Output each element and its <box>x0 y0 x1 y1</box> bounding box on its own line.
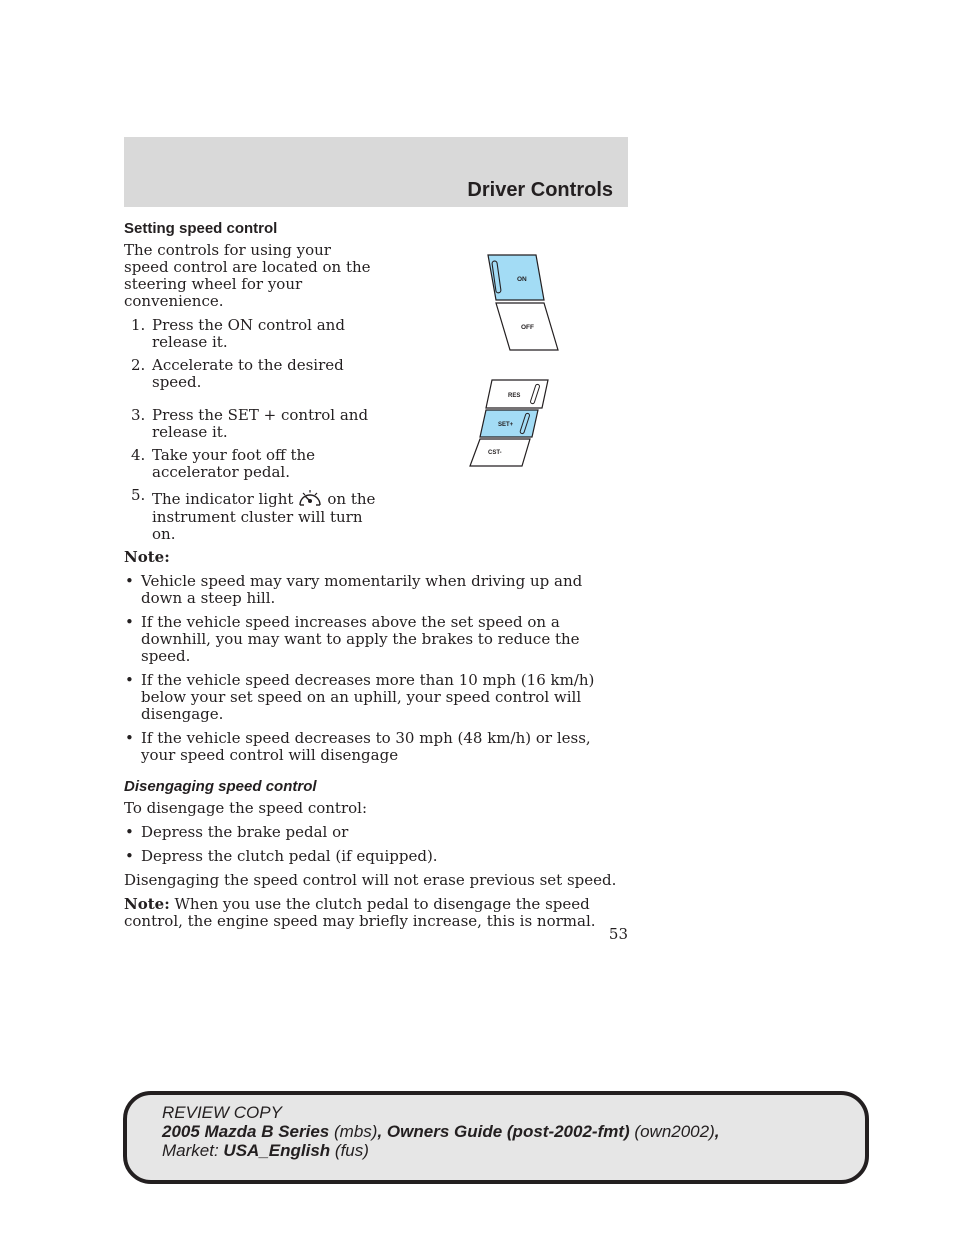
list-item: • Vehicle speed may vary momentarily when driving up and down a steep hill. <box>124 573 628 607</box>
page-number: 53 <box>608 925 628 943</box>
review-copy-footer <box>123 1091 869 1184</box>
list-item: 5. The indicator light on the instrument cluster will turn on. <box>131 486 376 543</box>
note-label: Note: <box>124 548 170 566</box>
disengage-note: Note: When you use the clutch pedal to disengage the speed control, the engine speed may briefly increase, this is normal. <box>124 895 596 930</box>
notes-list <box>124 573 628 764</box>
footer-line2: 2005 Mazda B Series (mbs), Owners Guide (post-2002-fmt) (own2002), <box>162 1122 720 1141</box>
footer-line3: Market: USA_English (fus) <box>162 1141 369 1160</box>
footer-line1: REVIEW COPY <box>162 1103 282 1122</box>
list-item: • If the vehicle speed increases above the set speed on a downhill, you may want to apply the brakes to reduce the speed. <box>124 614 628 665</box>
list-item: • Depress the clutch pedal (if equipped). <box>124 848 628 865</box>
section-heading-setting: Setting speed control <box>124 220 278 237</box>
disengage-intro: To disengage the speed control: <box>124 799 367 817</box>
res-label: RES <box>508 393 521 399</box>
page-title: Driver Controls <box>467 179 613 201</box>
list-item: 3. Press the SET + control and release it. <box>131 406 369 441</box>
list-item: • If the vehicle speed decreases more than 10 mph (16 km/h) below your set speed on an uphill, your speed control will disengage. <box>124 672 628 723</box>
steps-list <box>124 317 384 543</box>
setting-intro: The controls for using your speed control are located on the steering wheel for your convenience. <box>124 241 371 310</box>
header-band <box>124 137 628 207</box>
on-label: ON <box>517 276 527 283</box>
list-item: 4. Take your foot off the accelerator pedal. <box>131 446 316 481</box>
on-off-switch-illustration <box>474 246 574 356</box>
set-label: SET+ <box>498 422 514 428</box>
cst-label: CST- <box>488 450 502 456</box>
list-item: 2. Accelerate to the desired speed. <box>131 356 344 391</box>
list-item: 1. Press the ON control and release it. <box>131 316 345 351</box>
res-set-cst-switch-illustration <box>462 376 552 471</box>
off-label: OFF <box>521 324 534 331</box>
list-item: • If the vehicle speed decreases to 30 mph (48 km/h) or less, your speed control will disengage <box>124 730 628 764</box>
disengage-list <box>124 824 628 865</box>
speed-control-indicator-icon <box>297 487 323 509</box>
list-item: • Depress the brake pedal or <box>124 824 628 841</box>
footer-text <box>162 1103 719 1160</box>
disengage-para: Disengaging the speed control will not erase previous set speed. <box>124 871 617 889</box>
section-heading-disengaging: Disengaging speed control <box>124 778 317 795</box>
